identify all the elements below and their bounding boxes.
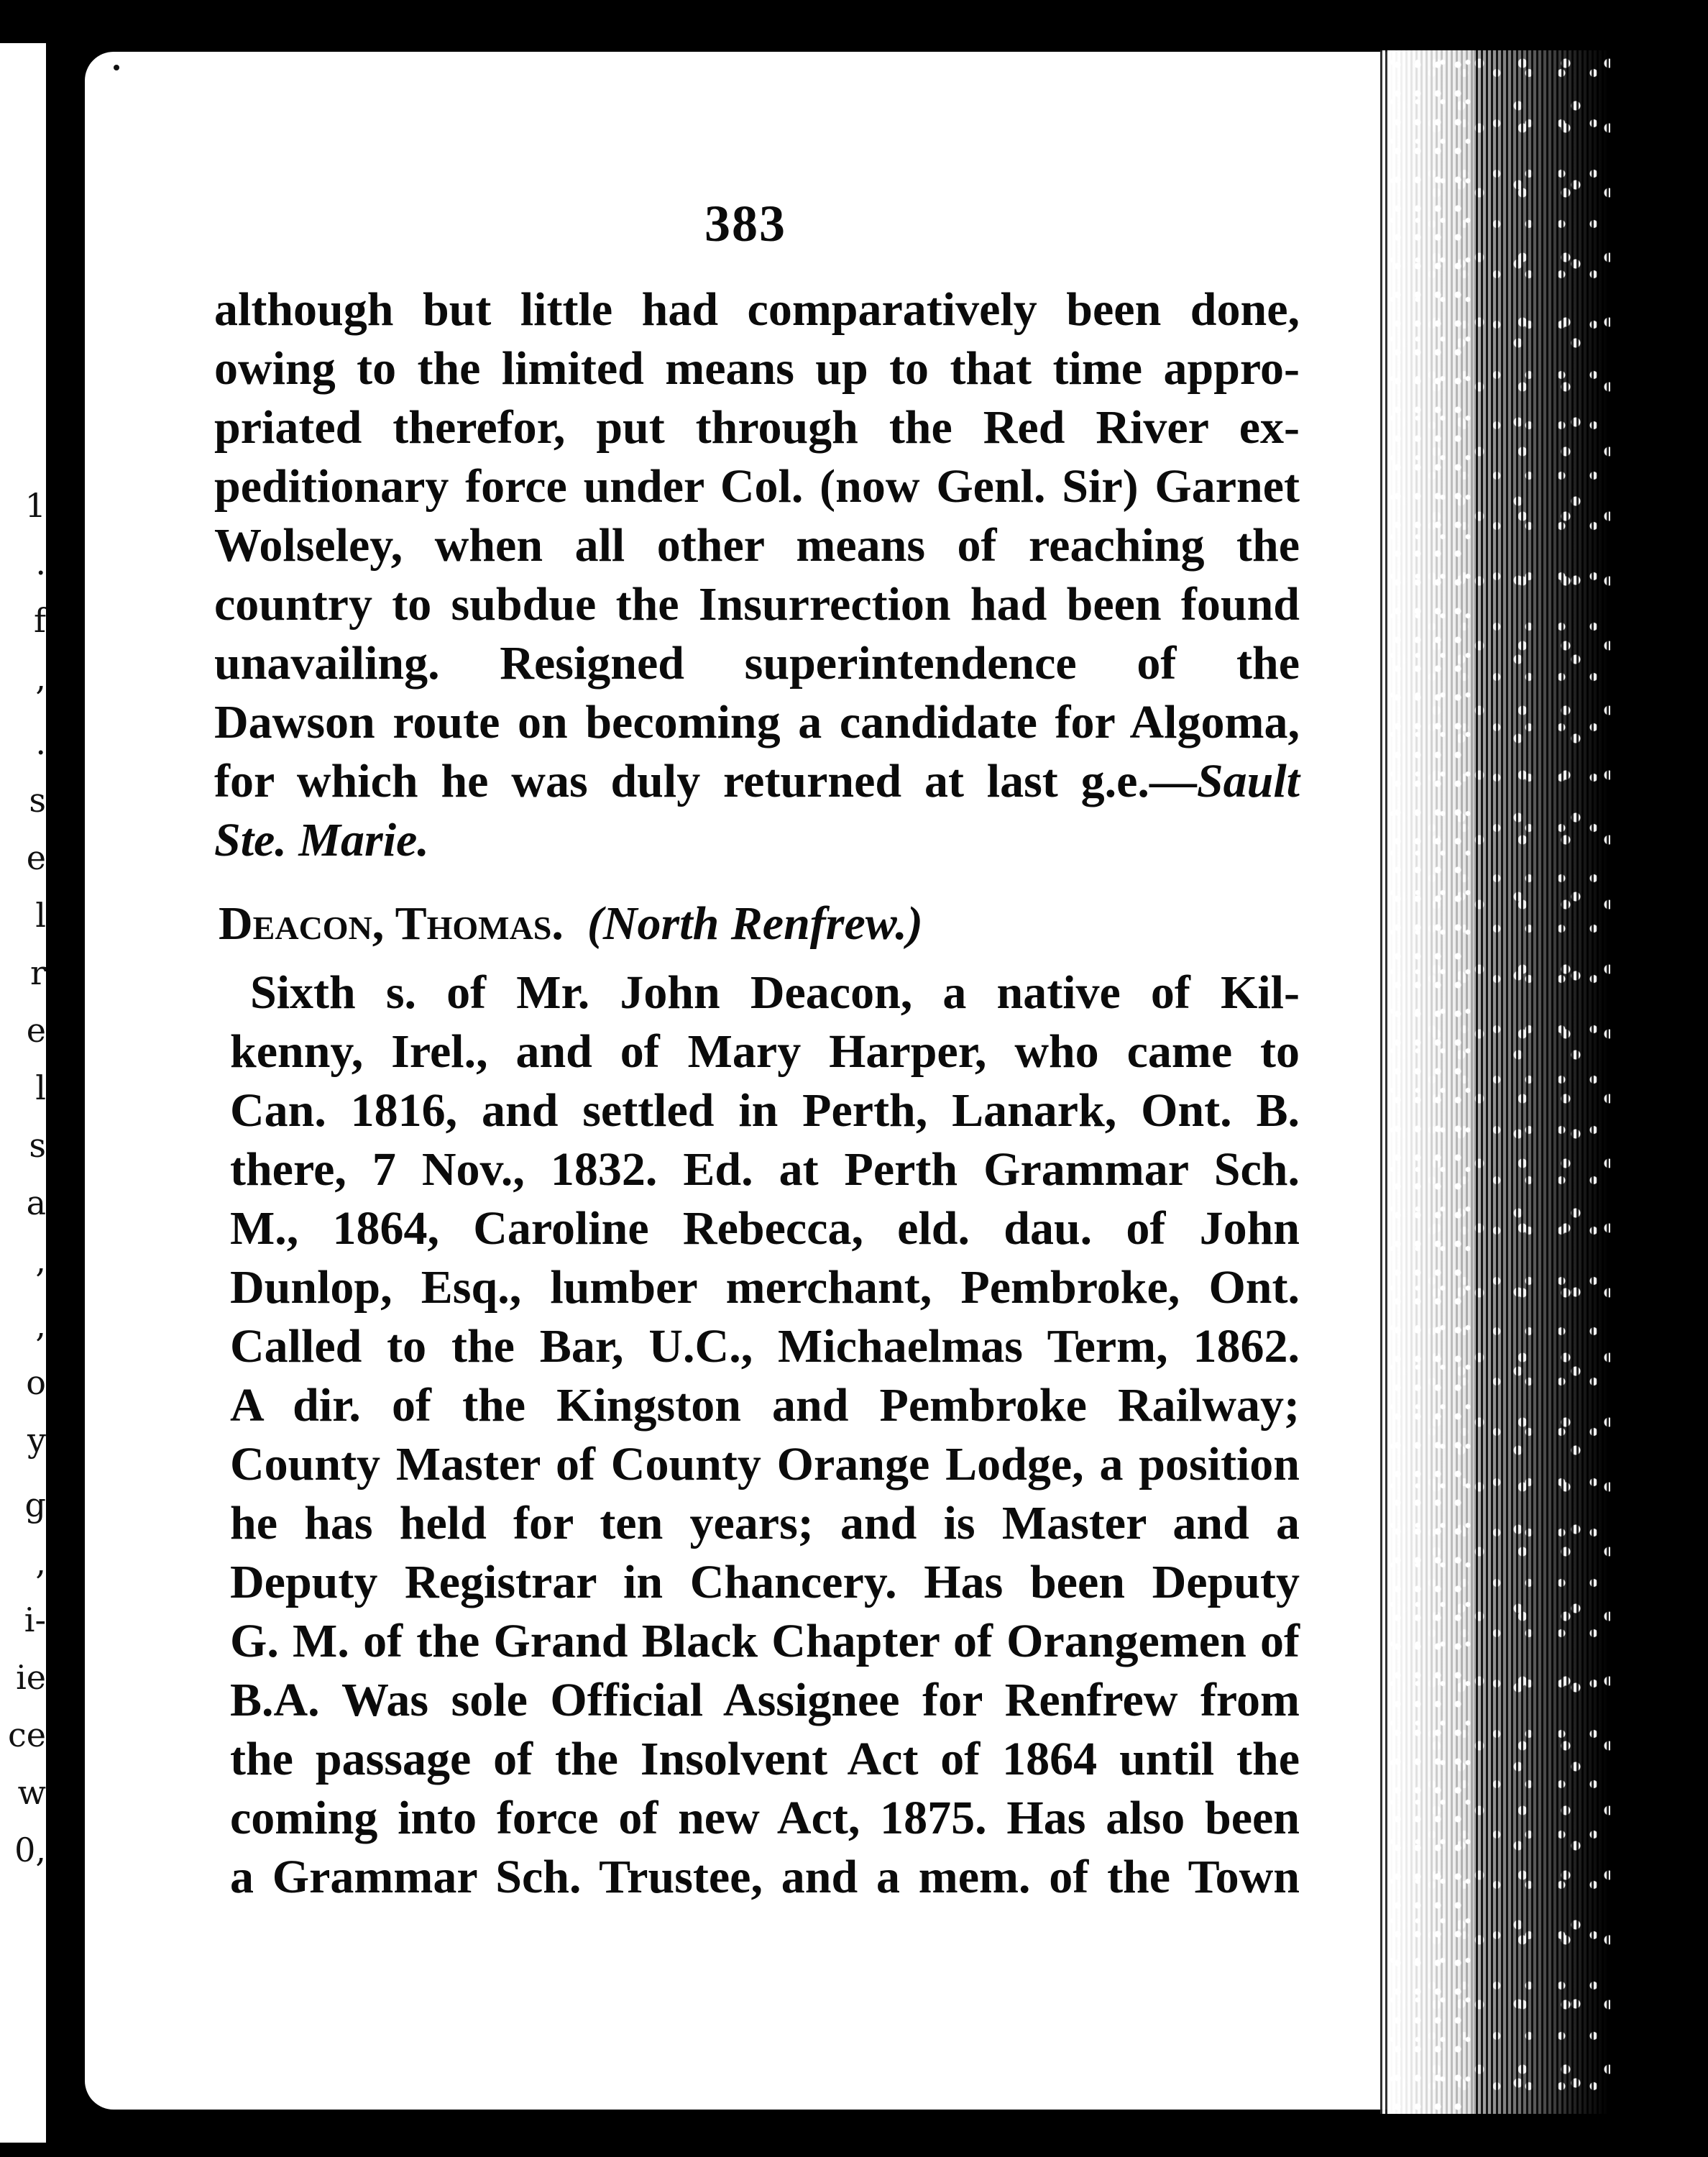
text-line: County Master of County Orange Lodge, a position (230, 1438, 1300, 1490)
text-line: unavailing. Resigned superintendence of the (214, 637, 1300, 690)
bleed-char: . (35, 544, 46, 582)
bleed-char: . (35, 723, 46, 762)
text-line: Called to the Bar, U.C., Michaelmas Term, 1862. (230, 1320, 1300, 1373)
bleed-char: ce (8, 1716, 46, 1754)
text-line (214, 752, 1300, 811)
text-line: priated therefor, put through the Red River ex- (214, 401, 1300, 454)
bleed-char: 0, (14, 1831, 46, 1869)
text-line: country to subdue the Insurrection had been found (214, 578, 1300, 631)
bleed-char: , (35, 1543, 46, 1582)
text-line: the passage of the Insolvent Act of 1864 until the (230, 1733, 1300, 1785)
text-line: G. M. of the Grand Black Chapter of Orangemen of (230, 1615, 1300, 1667)
place-name-italic: Sault (1196, 755, 1300, 807)
bleed-char: s (29, 1126, 46, 1165)
entry-constituency: (North Renfrew.) (587, 897, 923, 950)
bleed-char: s (29, 781, 46, 820)
page-number: 383 (704, 195, 786, 252)
text-line: A dir. of the Kingston and Pembroke Railway; (230, 1379, 1300, 1432)
text-line: Sixth s. of Mr. John Deacon, a native of Kil- (250, 966, 1300, 1019)
bleed-char: 1 (24, 486, 46, 525)
text-line: although but little had comparatively been done, (214, 283, 1300, 336)
bleed-char: a (26, 1183, 46, 1222)
text-line: coming into force of new Act, 1875. Has also been (230, 1792, 1300, 1844)
text-line: B.A. Was sole Official Assignee for Renfrew from (230, 1674, 1300, 1726)
entry-heading (219, 894, 1304, 953)
bleed-char: l (35, 1068, 46, 1107)
entry-name: Deacon, Thomas. (219, 897, 564, 950)
bleed-char: , (35, 1306, 46, 1345)
place-name-italic: Ste. Marie. (214, 814, 429, 866)
bleed-char: l (35, 896, 46, 935)
text-line: Can. 1816, and settled in Perth, Lanark, Ont. B. (230, 1084, 1300, 1137)
text-line: Dawson route on becoming a candidate for Algoma, (214, 696, 1300, 748)
bleed-char: ie (16, 1658, 46, 1697)
bleed-char: , (35, 659, 46, 697)
text-line: kenny, Irel., and of Mary Harper, who came to (230, 1025, 1300, 1078)
page-edge-highlight (1387, 50, 1474, 2114)
bleed-char: y (27, 1421, 46, 1460)
text-line: Wolseley, when all other means of reaching the (214, 519, 1300, 572)
specks (114, 65, 119, 70)
bleed-char: e (26, 838, 46, 877)
book-page (85, 52, 1400, 2110)
text-line: Dunlop, Esq., lumber merchant, Pembroke, Ont. (230, 1261, 1300, 1314)
text-line: he has held for ten years; and is Master and a (230, 1497, 1300, 1549)
text-line: Deputy Registrar in Chancery. Has been Deputy (230, 1556, 1300, 1608)
text-line: owing to the limited means up to that time appro- (214, 342, 1300, 395)
bleed-char: g (24, 1485, 46, 1524)
text-line: a Grammar Sch. Trustee, and a mem. of the Town (230, 1851, 1300, 1903)
bleed-char: r (30, 953, 46, 992)
text-line: M., 1864, Caroline Rebecca, eld. dau. of John (230, 1202, 1300, 1255)
bleed-char: o (26, 1363, 46, 1402)
previous-page-edge (0, 43, 46, 2143)
bleed-char: f (33, 601, 46, 640)
text-line: there, 7 Nov., 1832. Ed. at Perth Grammar Sch. (230, 1143, 1300, 1196)
bleed-char: e (26, 1011, 46, 1050)
text-line: peditionary force under Col. (now Genl. Sir) Garnet (214, 460, 1300, 513)
bleed-char: w (17, 1773, 46, 1812)
text-fragment: for which he was duly returned at last g.e.— (214, 755, 1197, 807)
bleed-char: , (35, 1241, 46, 1280)
bleed-char: i- (24, 1600, 46, 1639)
